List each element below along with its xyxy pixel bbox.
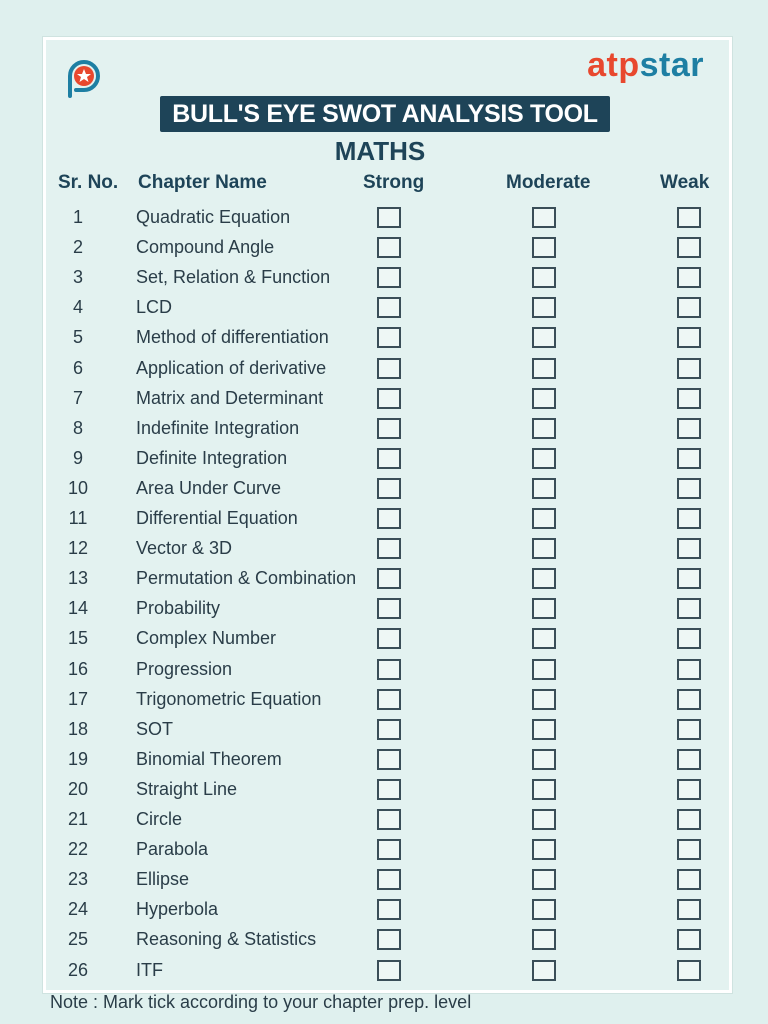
strong-checkbox[interactable] xyxy=(377,207,401,228)
table-row xyxy=(0,807,768,837)
moderate-checkbox[interactable] xyxy=(532,418,556,439)
strong-checkbox[interactable] xyxy=(377,448,401,469)
row-chapter-name: Vector & 3D xyxy=(136,538,233,559)
table-row xyxy=(0,386,768,416)
row-sr-no: 25 xyxy=(67,929,89,950)
row-chapter-name: Application of derivative xyxy=(136,357,327,378)
table-row xyxy=(0,295,768,325)
row-sr-no: 11 xyxy=(68,508,88,528)
weak-checkbox[interactable] xyxy=(677,659,701,680)
weak-checkbox[interactable] xyxy=(677,689,701,710)
weak-checkbox[interactable] xyxy=(677,869,701,890)
moderate-checkbox[interactable] xyxy=(532,960,556,981)
row-chapter-name: Area Under Curve xyxy=(136,477,282,498)
row-sr-no: 2 xyxy=(72,237,83,258)
table-row xyxy=(0,506,768,536)
moderate-checkbox[interactable] xyxy=(532,297,556,318)
row-chapter-name: Definite Integration xyxy=(136,447,288,468)
strong-checkbox[interactable] xyxy=(377,749,401,770)
row-chapter-name: SOT xyxy=(136,718,174,739)
row-sr-no: 13 xyxy=(67,568,89,589)
row-chapter-name: Circle xyxy=(136,809,183,829)
header-moderate: Moderate xyxy=(506,172,591,193)
moderate-checkbox[interactable] xyxy=(532,448,556,469)
table-row xyxy=(0,536,768,566)
row-sr-no: 6 xyxy=(72,357,83,378)
page-title: BULL'S EYE SWOT ANALYSIS TOOL xyxy=(160,96,610,132)
moderate-checkbox[interactable] xyxy=(532,598,556,619)
weak-checkbox[interactable] xyxy=(677,237,701,258)
table-row xyxy=(0,325,768,355)
table-row xyxy=(0,958,768,988)
strong-checkbox[interactable] xyxy=(377,659,401,680)
row-chapter-name: ITF xyxy=(136,959,163,980)
moderate-checkbox[interactable] xyxy=(532,628,556,649)
strong-checkbox[interactable] xyxy=(377,929,401,950)
moderate-checkbox[interactable] xyxy=(532,207,556,228)
moderate-checkbox[interactable] xyxy=(532,749,556,770)
strong-checkbox[interactable] xyxy=(377,297,401,318)
weak-checkbox[interactable] xyxy=(677,839,701,860)
moderate-checkbox[interactable] xyxy=(532,538,556,559)
row-sr-no: 8 xyxy=(72,417,83,438)
moderate-checkbox[interactable] xyxy=(532,659,556,680)
table-row xyxy=(0,626,768,656)
table-row xyxy=(0,566,768,596)
strong-checkbox[interactable] xyxy=(377,478,401,499)
moderate-checkbox[interactable] xyxy=(532,568,556,589)
row-chapter-name: Probability xyxy=(136,598,221,619)
row-sr-no: 14 xyxy=(67,598,89,619)
moderate-checkbox[interactable] xyxy=(532,327,556,348)
row-sr-no: 21 xyxy=(67,809,89,829)
row-chapter-name: LCD xyxy=(136,297,173,318)
moderate-checkbox[interactable] xyxy=(532,869,556,890)
row-chapter-name: Indefinite Integration xyxy=(136,417,300,438)
strong-checkbox[interactable] xyxy=(377,899,401,920)
row-sr-no: 20 xyxy=(67,778,89,799)
weak-checkbox[interactable] xyxy=(677,719,701,740)
brand-part-2: star xyxy=(639,46,704,84)
moderate-checkbox[interactable] xyxy=(532,388,556,409)
row-chapter-name: Complex Number xyxy=(136,628,277,649)
subject-heading: MATHS xyxy=(334,136,426,166)
weak-checkbox[interactable] xyxy=(677,568,701,589)
table-row xyxy=(0,927,768,957)
row-chapter-name: Ellipse xyxy=(136,869,190,890)
table-row xyxy=(0,717,768,747)
row-sr-no: 10 xyxy=(67,477,89,498)
row-chapter-name: Progression xyxy=(136,658,233,679)
header-chapter-name: Chapter Name xyxy=(138,172,267,193)
table-row xyxy=(0,596,768,626)
weak-checkbox[interactable] xyxy=(677,809,701,830)
strong-checkbox[interactable] xyxy=(377,839,401,860)
moderate-checkbox[interactable] xyxy=(532,267,556,288)
strong-checkbox[interactable] xyxy=(377,809,401,830)
table-row xyxy=(0,356,768,386)
weak-checkbox[interactable] xyxy=(677,538,701,559)
row-sr-no: 19 xyxy=(67,748,89,769)
row-sr-no: 17 xyxy=(67,688,89,709)
strong-checkbox[interactable] xyxy=(377,388,401,409)
weak-checkbox[interactable] xyxy=(677,207,701,228)
strong-checkbox[interactable] xyxy=(377,689,401,710)
weak-checkbox[interactable] xyxy=(677,358,701,379)
table-row xyxy=(0,416,768,446)
brand-logo xyxy=(587,46,704,85)
strong-checkbox[interactable] xyxy=(377,598,401,619)
row-chapter-name: Quadratic Equation xyxy=(136,207,291,227)
row-chapter-name: Parabola xyxy=(136,839,209,860)
row-sr-no: 4 xyxy=(72,297,83,318)
table-row xyxy=(0,235,768,265)
strong-checkbox[interactable] xyxy=(377,869,401,890)
weak-checkbox[interactable] xyxy=(677,960,701,981)
weak-checkbox[interactable] xyxy=(677,297,701,318)
row-chapter-name: Set, Relation & Function xyxy=(136,267,331,288)
row-sr-no: 15 xyxy=(67,628,89,649)
weak-checkbox[interactable] xyxy=(677,508,701,529)
row-chapter-name: Matrix and Determinant xyxy=(136,387,324,408)
moderate-checkbox[interactable] xyxy=(532,237,556,258)
row-sr-no: 16 xyxy=(67,658,89,679)
moderate-checkbox[interactable] xyxy=(532,358,556,379)
weak-checkbox[interactable] xyxy=(677,628,701,649)
strong-checkbox[interactable] xyxy=(377,267,401,288)
table-row xyxy=(0,205,768,235)
weak-checkbox[interactable] xyxy=(677,598,701,619)
strong-checkbox[interactable] xyxy=(377,538,401,559)
strong-checkbox[interactable] xyxy=(377,719,401,740)
strong-checkbox[interactable] xyxy=(377,237,401,258)
table-row xyxy=(0,867,768,897)
row-sr-no: 23 xyxy=(67,869,89,890)
table-row xyxy=(0,476,768,506)
row-sr-no: 22 xyxy=(67,839,89,860)
table-row xyxy=(0,687,768,717)
strong-checkbox[interactable] xyxy=(377,628,401,649)
weak-checkbox[interactable] xyxy=(677,779,701,800)
moderate-checkbox[interactable] xyxy=(532,478,556,499)
weak-checkbox[interactable] xyxy=(677,899,701,920)
weak-checkbox[interactable] xyxy=(677,267,701,288)
moderate-checkbox[interactable] xyxy=(532,929,556,950)
moderate-checkbox[interactable] xyxy=(532,508,556,529)
header-strong: Strong xyxy=(363,172,425,193)
weak-checkbox[interactable] xyxy=(677,388,701,409)
weak-checkbox[interactable] xyxy=(677,478,701,499)
moderate-checkbox[interactable] xyxy=(532,899,556,920)
footer-note: Note : Mark tick according to your chapter prep. level xyxy=(50,992,472,1012)
row-chapter-name: Binomial Theorem xyxy=(136,748,282,769)
moderate-checkbox[interactable] xyxy=(532,839,556,860)
row-sr-no: 9 xyxy=(72,447,83,468)
table-row xyxy=(0,897,768,927)
table-row xyxy=(0,777,768,807)
row-sr-no: 12 xyxy=(67,538,89,559)
moderate-checkbox[interactable] xyxy=(532,809,556,830)
strong-checkbox[interactable] xyxy=(377,960,401,981)
row-chapter-name: Trigonometric Equation xyxy=(136,688,322,709)
row-chapter-name: Differential Equation xyxy=(136,508,298,528)
row-sr-no: 5 xyxy=(72,327,83,348)
red-star-pin-icon xyxy=(64,56,104,100)
moderate-checkbox[interactable] xyxy=(532,689,556,710)
row-sr-no: 3 xyxy=(72,267,83,288)
row-chapter-name: Hyperbola xyxy=(136,899,219,920)
strong-checkbox[interactable] xyxy=(377,779,401,800)
strong-checkbox[interactable] xyxy=(377,568,401,589)
table-row xyxy=(0,265,768,295)
strong-checkbox[interactable] xyxy=(377,358,401,379)
weak-checkbox[interactable] xyxy=(677,749,701,770)
row-chapter-name: Permutation & Combination xyxy=(136,568,357,589)
weak-checkbox[interactable] xyxy=(677,929,701,950)
row-sr-no: 1 xyxy=(72,207,83,227)
strong-checkbox[interactable] xyxy=(377,327,401,348)
row-sr-no: 24 xyxy=(67,899,89,920)
header-sr-no: Sr. No. xyxy=(58,172,119,193)
row-sr-no: 26 xyxy=(67,959,89,980)
weak-checkbox[interactable] xyxy=(677,418,701,439)
row-chapter-name: Method of differentiation xyxy=(136,327,329,348)
strong-checkbox[interactable] xyxy=(377,508,401,529)
header-weak: Weak xyxy=(660,172,710,193)
moderate-checkbox[interactable] xyxy=(532,779,556,800)
brand-part-1: atp xyxy=(587,46,640,84)
strong-checkbox[interactable] xyxy=(377,418,401,439)
moderate-checkbox[interactable] xyxy=(532,719,556,740)
row-chapter-name: Straight Line xyxy=(136,778,238,799)
weak-checkbox[interactable] xyxy=(677,448,701,469)
row-chapter-name: Reasoning & Statistics xyxy=(136,929,317,950)
table-row xyxy=(0,657,768,687)
row-sr-no: 7 xyxy=(72,387,83,408)
row-chapter-name: Compound Angle xyxy=(136,237,275,258)
table-row xyxy=(0,446,768,476)
table-row xyxy=(0,747,768,777)
weak-checkbox[interactable] xyxy=(677,327,701,348)
table-row xyxy=(0,837,768,867)
row-sr-no: 18 xyxy=(67,718,89,739)
